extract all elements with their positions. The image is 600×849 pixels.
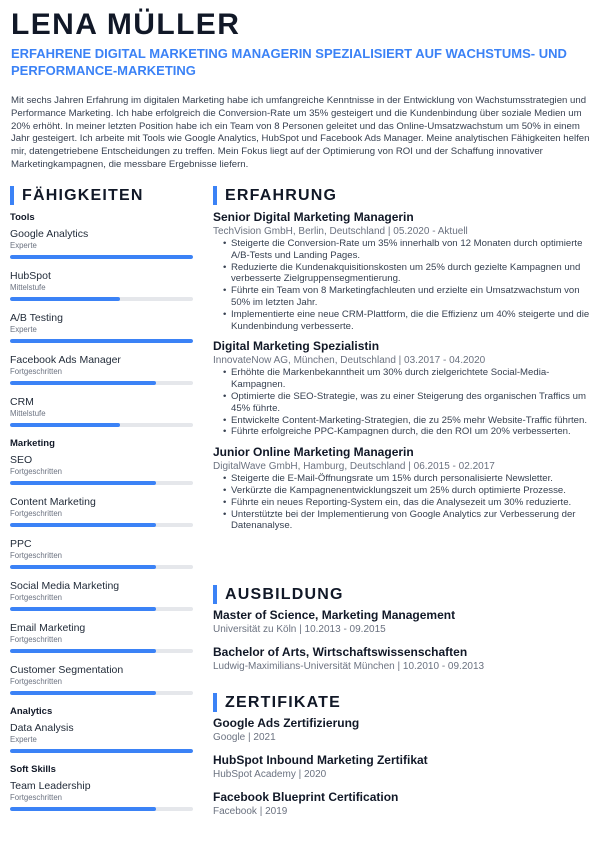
- achievement-item: • Reduzierte die Kundenakquisitionskosten um 25% durch gezielte Kampagnen und verbesserte Zielgruppensegmentierung.: [223, 262, 593, 286]
- achievement-item: • Unterstützte bei der Implementierung von Google Analytics zur Verbesserung der Datenanalyse.: [223, 509, 593, 533]
- job-title: Senior Digital Marketing Managerin: [213, 210, 414, 224]
- skill-name: Social Media Marketing: [10, 580, 120, 592]
- section-accent-bar: [213, 186, 217, 205]
- skill-level-bar: [10, 523, 193, 527]
- skill-level-fill: [10, 339, 193, 343]
- achievement-item: • Führte erfolgreiche PPC-Kampagnen durch, die den ROI um 20% verbesserten.: [223, 426, 593, 438]
- job-achievements: [213, 238, 593, 332]
- skill-name: Google Analytics: [10, 228, 89, 240]
- skill-group-title: Analytics: [10, 706, 53, 717]
- skill-level-bar: [10, 339, 193, 343]
- achievement-item: • Steigerte die Conversion-Rate um 35% innerhalb von 12 Monaten durch optimierte A/B-Tests und Landing Pages.: [223, 238, 593, 262]
- certificate-meta: Facebook | 2019: [213, 806, 288, 817]
- skill-item: [10, 580, 193, 611]
- certificate-entry: [213, 790, 593, 818]
- skill-level: Fortgeschritten: [10, 509, 63, 518]
- skill-level-bar: [10, 481, 193, 485]
- education-list: [213, 608, 593, 682]
- job-meta: InnovateNow AG, München, Deutschland | 03.2017 - 04.2020: [213, 355, 486, 367]
- job-achievements: [213, 367, 593, 438]
- skill-level: Mittelstufe: [10, 283, 46, 292]
- skill-name: CRM: [10, 396, 34, 408]
- skill-item: [10, 538, 193, 569]
- skills-section-heading: [10, 186, 144, 205]
- job-entry: [213, 445, 593, 532]
- job-meta: DigitalWave GmbH, Hamburg, Deutschland | 06.2015 - 02.2017: [213, 461, 495, 473]
- skill-name: PPC: [10, 538, 32, 550]
- profile-summary: Mit sechs Jahren Erfahrung im digitalen Marketing habe ich umfangreiche Kenntnisse in der Entwicklung von Wachstumsstrategien und Performance Marketing. Ich habe erfolgreich die Conversion-Rate um 35% gesteigert und die Kundenbindung über soziale Medien um 20% erhöht. In meiner letzten Position habe ich ein Team von 8 Personen geleitet und das Online-Umsatzwachstum um 50% in einem Jahr gesteigert. Ich arbeite mit Tools wie Google Analytics, HubSpot und Facebook Ads Manager. Meine analytischen Fähigkeiten helfen mir, datengetriebene Entscheidungen zu treffen. Mein Fokus liegt auf der Optimierung von ROI und der Schaffung innovativer Marketingkampagnen, die messbare Ergebnisse liefern.: [11, 95, 590, 170]
- skill-level-fill: [10, 691, 156, 695]
- skill-group: [10, 706, 193, 753]
- certificate-title: Facebook Blueprint Certification: [213, 790, 399, 804]
- job-achievements: [213, 473, 593, 532]
- skill-level: Mittelstufe: [10, 409, 46, 418]
- skill-level-bar: [10, 807, 193, 811]
- achievement-item: • Führte ein Team von 8 Marketingfachleuten und erzielte ein Umsatzwachstum von 50% im letzten Jahr.: [223, 285, 593, 309]
- skill-name: Customer Segmentation: [10, 664, 124, 676]
- skills-section-title: FÄHIGKEITEN: [22, 186, 144, 204]
- skill-level-bar: [10, 649, 193, 653]
- skill-level-fill: [10, 807, 156, 811]
- skill-name: Data Analysis: [10, 722, 74, 734]
- skill-level-bar: [10, 607, 193, 611]
- skill-level-fill: [10, 381, 156, 385]
- skill-level-bar: [10, 749, 193, 753]
- education-entry: [213, 645, 593, 673]
- job-title: Junior Online Marketing Managerin: [213, 445, 414, 460]
- skill-level: Fortgeschritten: [10, 793, 63, 802]
- skill-name: Content Marketing: [10, 496, 96, 508]
- skill-item: [10, 396, 193, 427]
- skill-level-fill: [10, 481, 156, 485]
- skill-level-bar: [10, 381, 193, 385]
- skill-level-fill: [10, 565, 156, 569]
- skill-level: Experte: [10, 241, 37, 250]
- job-title: Digital Marketing Spezialistin: [213, 339, 380, 354]
- experience-section-title: ERFAHRUNG: [225, 186, 338, 204]
- certificates-list: [213, 716, 593, 827]
- skill-item: [10, 780, 193, 811]
- skill-level-bar: [10, 255, 193, 259]
- skill-level-bar: [10, 423, 193, 427]
- skills-column: [10, 212, 193, 822]
- skill-name: Team Leadership: [10, 780, 91, 792]
- skill-level-fill: [10, 523, 156, 527]
- section-accent-bar: [10, 186, 14, 205]
- skill-item: [10, 496, 193, 527]
- skill-group: [10, 764, 193, 811]
- certificate-meta: HubSpot Academy | 2020: [213, 769, 327, 780]
- skill-level: Experte: [10, 325, 37, 334]
- education-meta: Universität zu Köln | 10.2013 - 09.2015: [213, 624, 386, 635]
- achievement-item: • Implementierte eine neue CRM-Plattform, die die Effizienz um 40% steigerte und die Kundenbindung verbesserte.: [223, 309, 593, 333]
- degree-title: Master of Science, Marketing Management: [213, 608, 456, 622]
- achievement-item: • Führte ein neues Reporting-System ein, das die Analysezeit um 30% reduzierte.: [223, 497, 593, 509]
- achievement-item: • Optimierte die SEO-Strategie, was zu einer Steigerung des organischen Traffics um 45% führte.: [223, 391, 593, 415]
- education-section-heading: [213, 585, 344, 604]
- skill-name: HubSpot: [10, 270, 51, 282]
- skill-level-fill: [10, 649, 156, 653]
- job-entry: [213, 210, 593, 332]
- skill-level-bar: [10, 565, 193, 569]
- achievement-item: • Entwickelte Content-Marketing-Strategien, die zu 25% mehr Website-Traffic führten.: [223, 415, 593, 427]
- skill-level: Experte: [10, 735, 37, 744]
- skill-item: [10, 454, 193, 485]
- certificate-title: HubSpot Inbound Marketing Zertifikat: [213, 753, 428, 767]
- skill-item: [10, 622, 193, 653]
- achievement-item: • Steigerte die E-Mail-Öffnungsrate um 15% durch personalisierte Newsletter.: [223, 473, 593, 485]
- skill-item: [10, 722, 193, 753]
- education-entry: [213, 608, 593, 636]
- resume-headline: ERFAHRENE DIGITAL MARKETING MANAGERIN SPEZIALISIERT AUF WACHSTUMS- UND PERFORMANCE-MARKETING: [11, 46, 567, 78]
- education-meta: Ludwig-Maximilians-Universität München | 10.2010 - 09.2013: [213, 661, 485, 672]
- skill-level: Fortgeschritten: [10, 635, 63, 644]
- skill-level: Fortgeschritten: [10, 467, 63, 476]
- section-accent-bar: [213, 585, 217, 604]
- certificate-entry: [213, 716, 593, 744]
- skill-item: [10, 354, 193, 385]
- skill-name: SEO: [10, 454, 33, 466]
- skill-item: [10, 228, 193, 259]
- certificate-meta: Google | 2021: [213, 732, 276, 743]
- skill-name: Email Marketing: [10, 622, 86, 634]
- skill-group-title: Marketing: [10, 438, 55, 449]
- achievement-item: • Erhöhte die Markenbekanntheit um 30% durch zielgerichtete Social-Media-Kampagnen.: [223, 367, 593, 391]
- skill-group: [10, 438, 193, 695]
- skill-level-bar: [10, 691, 193, 695]
- skill-level: Fortgeschritten: [10, 367, 63, 376]
- achievement-item: • Verkürzte die Kampagnenentwicklungszeit um 25% durch optimierte Prozesse.: [223, 485, 593, 497]
- skill-level-fill: [10, 607, 156, 611]
- skill-group-title: Soft Skills: [10, 764, 56, 775]
- skill-group: [10, 212, 193, 427]
- job-entry: [213, 339, 593, 438]
- certificates-section-title: ZERTIFIKATE: [225, 693, 342, 711]
- certificate-title: Google Ads Zertifizierung: [213, 716, 360, 730]
- skill-item: [10, 270, 193, 301]
- skill-name: Facebook Ads Manager: [10, 354, 121, 366]
- skill-level-bar: [10, 297, 193, 301]
- skill-level-fill: [10, 749, 193, 753]
- skill-level: Fortgeschritten: [10, 551, 63, 560]
- resume-name: LENA MÜLLER: [11, 8, 241, 41]
- certificate-entry: [213, 753, 593, 781]
- skill-level: Fortgeschritten: [10, 593, 63, 602]
- experience-section-heading: [213, 186, 337, 205]
- skill-group-title: Tools: [10, 212, 35, 223]
- skill-level-fill: [10, 297, 120, 301]
- skill-level-fill: [10, 423, 120, 427]
- skill-item: [10, 312, 193, 343]
- skill-level: Fortgeschritten: [10, 677, 63, 686]
- education-section-title: AUSBILDUNG: [225, 585, 344, 603]
- skill-name: A/B Testing: [10, 312, 63, 324]
- job-meta: TechVision GmbH, Berlin, Deutschland | 05.2020 - Aktuell: [213, 226, 468, 237]
- certificates-section-heading: [213, 693, 341, 712]
- experience-list: [213, 210, 593, 539]
- skill-item: [10, 664, 193, 695]
- section-accent-bar: [213, 693, 217, 712]
- degree-title: Bachelor of Arts, Wirtschaftswissenschaften: [213, 645, 468, 659]
- skill-level-fill: [10, 255, 193, 259]
